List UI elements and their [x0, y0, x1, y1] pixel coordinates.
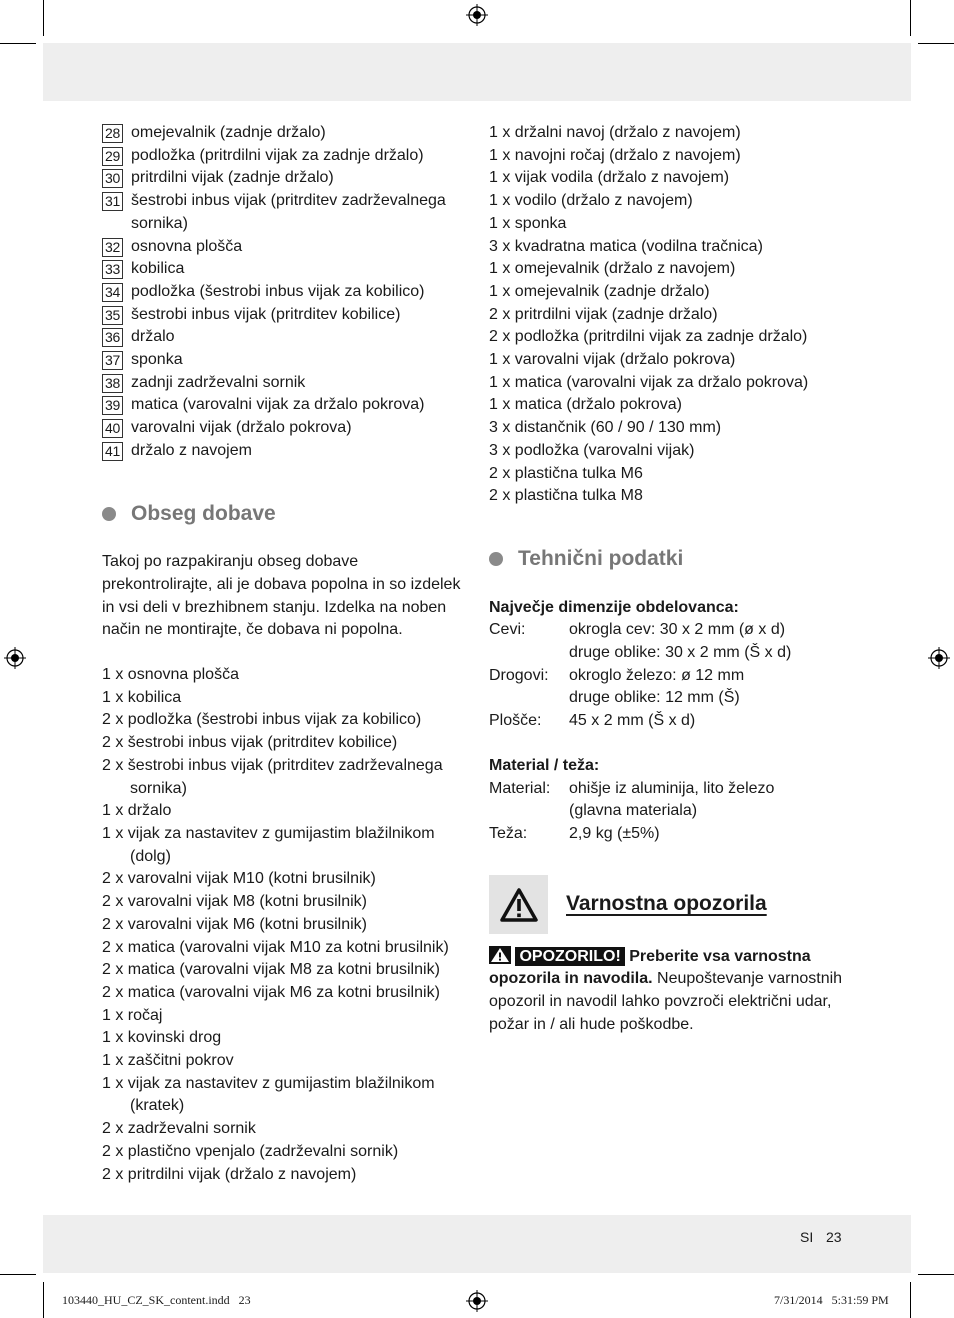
parts-row	[102, 122, 470, 145]
safety-paragraph	[489, 946, 859, 1037]
part-label: matica (varovalni vijak za držalo pokrova)	[131, 396, 425, 414]
spec-label: Material:	[489, 779, 551, 797]
safety-text: Neupoštevanje varnostnih opozoril in navodil lahko povzroči električni udar, požar in / ali hude poškodbe.	[489, 970, 843, 1033]
spec-line: 45 x 2 mm (Š x d)	[569, 712, 696, 730]
safety-heading	[489, 874, 859, 936]
part-label: podložka (šestrobi inbus vijak za kobilico)	[131, 282, 425, 300]
part-number: 32	[102, 238, 123, 257]
right-column	[489, 122, 859, 1037]
list-item: 1 x kovinski drog	[102, 1029, 222, 1047]
part-number: 39	[102, 396, 123, 415]
part-label: podložka (pritrdilni vijak za zadnje držalo)	[131, 146, 424, 164]
list-item: 2 x pritrdilni vijak (držalo z navojem)	[102, 1165, 357, 1183]
spec-label: Cevi:	[489, 621, 526, 639]
part-label: kobilica	[131, 260, 185, 278]
parts-row	[102, 236, 470, 259]
registration-mark-icon	[466, 4, 488, 26]
list-item: 1 x vijak vodila (držalo z navojem)	[489, 169, 730, 187]
parts-row	[102, 190, 470, 235]
list-item: 1 x matica (držalo pokrova)	[489, 396, 682, 414]
part-number: 28	[102, 124, 123, 143]
crop-mark	[43, 1282, 44, 1318]
list-item: 2 x matica (varovalni vijak M10 za kotni brusilnik)	[102, 938, 449, 956]
list-item: 1 x sponka	[489, 214, 567, 232]
supply-intro: Takoj po razpakiranju obseg dobave prekontrolirajte, ali je dobava popolna in so izdelek in vsi deli v brezhibnem stanju. Izdelka na noben način ne montirajte, če dobava ni popolna.	[102, 553, 461, 639]
footer-band	[43, 1215, 911, 1273]
supply-list-left	[102, 664, 470, 1186]
list-item: 2 x plastična tulka M6	[489, 464, 643, 482]
left-column	[102, 122, 470, 1186]
crop-mark	[0, 43, 36, 44]
spec-line: okroglo železo: ø 12 mm	[569, 666, 745, 684]
spec-row	[489, 710, 859, 733]
list-item: 1 x ročaj	[102, 1006, 163, 1024]
spec-label: Teža:	[489, 824, 528, 842]
list-item: 2 x podložka (pritrdilni vijak za zadnje držalo)	[489, 328, 808, 346]
parts-row	[102, 258, 470, 281]
dims-title: Največje dimenzije obdelovanca:	[489, 598, 739, 616]
warning-box	[489, 875, 548, 934]
spec-row	[489, 665, 859, 710]
parts-row	[102, 440, 470, 463]
part-number: 35	[102, 306, 123, 325]
list-item: 1 x omejevalnik (zadnje držalo)	[489, 282, 710, 300]
list-item: 1 x zaščitni pokrov	[102, 1052, 234, 1070]
part-label: šestrobi inbus vijak (pritrditev zadrževalnega sornika)	[131, 192, 446, 232]
spec-value	[569, 710, 859, 733]
spec-value	[569, 619, 859, 664]
parts-row	[102, 281, 470, 304]
registration-mark-icon	[4, 647, 26, 669]
spec-label: Plošče:	[489, 712, 542, 730]
part-label: zadnji zadrževalni sornik	[131, 373, 306, 391]
spec-value	[569, 823, 859, 846]
list-item: 2 x podložka (šestrobi inbus vijak za kobilico)	[102, 711, 422, 729]
parts-row	[102, 372, 470, 395]
parts-row	[102, 349, 470, 372]
crop-mark	[918, 1274, 954, 1275]
part-number: 31	[102, 192, 123, 211]
list-item: 1 x osnovna plošča	[102, 666, 239, 684]
part-label: sponka	[131, 351, 183, 369]
registration-mark-icon	[466, 1290, 488, 1312]
spec-line: 2,9 kg (±5%)	[569, 824, 660, 842]
spec-line: druge oblike: 12 mm (Š)	[569, 689, 740, 707]
warning-small-icon	[489, 946, 511, 964]
list-item: 1 x omejevalnik (držalo z navojem)	[489, 260, 736, 278]
supply-heading	[102, 503, 470, 526]
page-number: 23	[826, 1229, 842, 1245]
list-item: 2 x šestrobi inbus vijak (pritrditev zadrževalnega sornika)	[102, 756, 443, 797]
list-item: 2 x varovalni vijak M8 (kotni brusilnik)	[102, 893, 367, 911]
part-number: 41	[102, 442, 123, 461]
safety-bold-text: Preberite vsa varnostna opozorila in navodila.	[489, 947, 811, 988]
part-label: držalo	[131, 328, 175, 346]
crop-mark	[910, 0, 911, 36]
file-slug: 103440_HU_CZ_SK_content.indd 23	[62, 1293, 251, 1307]
spec-value	[569, 778, 859, 823]
part-number: 40	[102, 419, 123, 438]
print-datetime: 7/31/2014 5:31:59 PM	[774, 1293, 889, 1307]
list-item: 2 x zadrževalni sornik	[102, 1120, 256, 1138]
warning-badge: OPOZORILO!	[515, 947, 624, 966]
registration-mark-icon	[928, 647, 950, 669]
parts-list	[102, 122, 470, 463]
parts-row	[102, 167, 470, 190]
list-item: 1 x držalo	[102, 802, 172, 820]
spec-line: druge oblike: 30 x 2 mm (Š x d)	[569, 644, 792, 662]
parts-row	[102, 326, 470, 349]
list-item: 1 x navojni ročaj (držalo z navojem)	[489, 146, 741, 164]
spec-row	[489, 619, 859, 664]
parts-row	[102, 145, 470, 168]
part-label: šestrobi inbus vijak (pritrditev kobilice)	[131, 305, 401, 323]
list-item: 2 x varovalni vijak M6 (kotni brusilnik)	[102, 915, 367, 933]
list-item: 3 x kvadratna matica (vodilna tračnica)	[489, 237, 763, 255]
part-label: držalo z navojem	[131, 441, 252, 459]
list-item: 2 x pritrdilni vijak (zadnje držalo)	[489, 305, 718, 323]
list-item: 1 x kobilica	[102, 688, 182, 706]
part-label: osnovna plošča	[131, 237, 243, 255]
list-item: 1 x vodilo (držalo z navojem)	[489, 192, 693, 210]
crop-mark	[43, 0, 44, 36]
list-item: 1 x držalni navoj (držalo z navojem)	[489, 124, 741, 141]
list-item: 2 x plastično vpenjalo (zadrževalni sornik)	[102, 1142, 399, 1160]
part-number: 36	[102, 328, 123, 347]
parts-row	[102, 417, 470, 440]
list-item: 2 x plastična tulka M8	[489, 487, 643, 505]
spec-row	[489, 823, 859, 846]
spec-line: (glavna materiala)	[569, 802, 698, 820]
language-code: SI	[800, 1229, 814, 1245]
list-item: 2 x matica (varovalni vijak M6 za kotni brusilnik)	[102, 983, 440, 1001]
spec-line: okrogla cev: 30 x 2 mm (ø x d)	[569, 621, 786, 639]
crop-mark	[918, 43, 954, 44]
part-number: 29	[102, 147, 123, 166]
spec-label: Drogovi:	[489, 666, 549, 684]
bullet-icon	[489, 552, 503, 566]
supply-heading-text: Obseg dobave	[131, 501, 276, 525]
warning-triangle-icon	[499, 887, 539, 923]
spec-line: ohišje iz aluminija, lito železo	[569, 779, 775, 797]
list-item: 3 x podložka (varovalni vijak)	[489, 441, 695, 459]
list-item: 3 x distančnik (60 / 90 / 130 mm)	[489, 419, 722, 437]
part-label: varovalni vijak (držalo pokrova)	[131, 419, 352, 437]
supply-list-right	[489, 122, 859, 508]
parts-row	[102, 304, 470, 327]
part-number: 37	[102, 351, 123, 370]
list-item: 2 x varovalni vijak M10 (kotni brusilnik)	[102, 870, 376, 888]
part-number: 34	[102, 283, 123, 302]
header-band	[43, 43, 911, 101]
bullet-icon	[102, 507, 116, 521]
list-item: 1 x varovalni vijak (držalo pokrova)	[489, 351, 736, 369]
part-number: 38	[102, 374, 123, 393]
list-item: 2 x matica (varovalni vijak M8 za kotni brusilnik)	[102, 961, 440, 979]
parts-row	[102, 394, 470, 417]
part-number: 30	[102, 169, 123, 188]
list-item: 1 x matica (varovalni vijak za držalo pokrova)	[489, 373, 809, 391]
part-label: omejevalnik (zadnje držalo)	[131, 124, 326, 141]
crop-mark	[910, 1282, 911, 1318]
part-number: 33	[102, 260, 123, 279]
part-label: pritrdilni vijak (zadnje držalo)	[131, 169, 334, 187]
safety-heading-text: Varnostna opozorila	[566, 892, 767, 916]
tech-heading-text: Tehnični podatki	[518, 546, 684, 570]
crop-mark	[0, 1274, 36, 1275]
list-item: 2 x šestrobi inbus vijak (pritrditev kobilice)	[102, 734, 398, 752]
tech-heading	[489, 548, 859, 571]
spec-row	[489, 778, 859, 823]
list-item: 1 x vijak za nastavitev z gumijastim blažilnikom (dolg)	[102, 824, 435, 865]
list-item: 1 x vijak za nastavitev z gumijastim blažilnikom (kratek)	[102, 1074, 435, 1115]
spec-value	[569, 665, 859, 710]
material-title: Material / teža:	[489, 756, 600, 774]
